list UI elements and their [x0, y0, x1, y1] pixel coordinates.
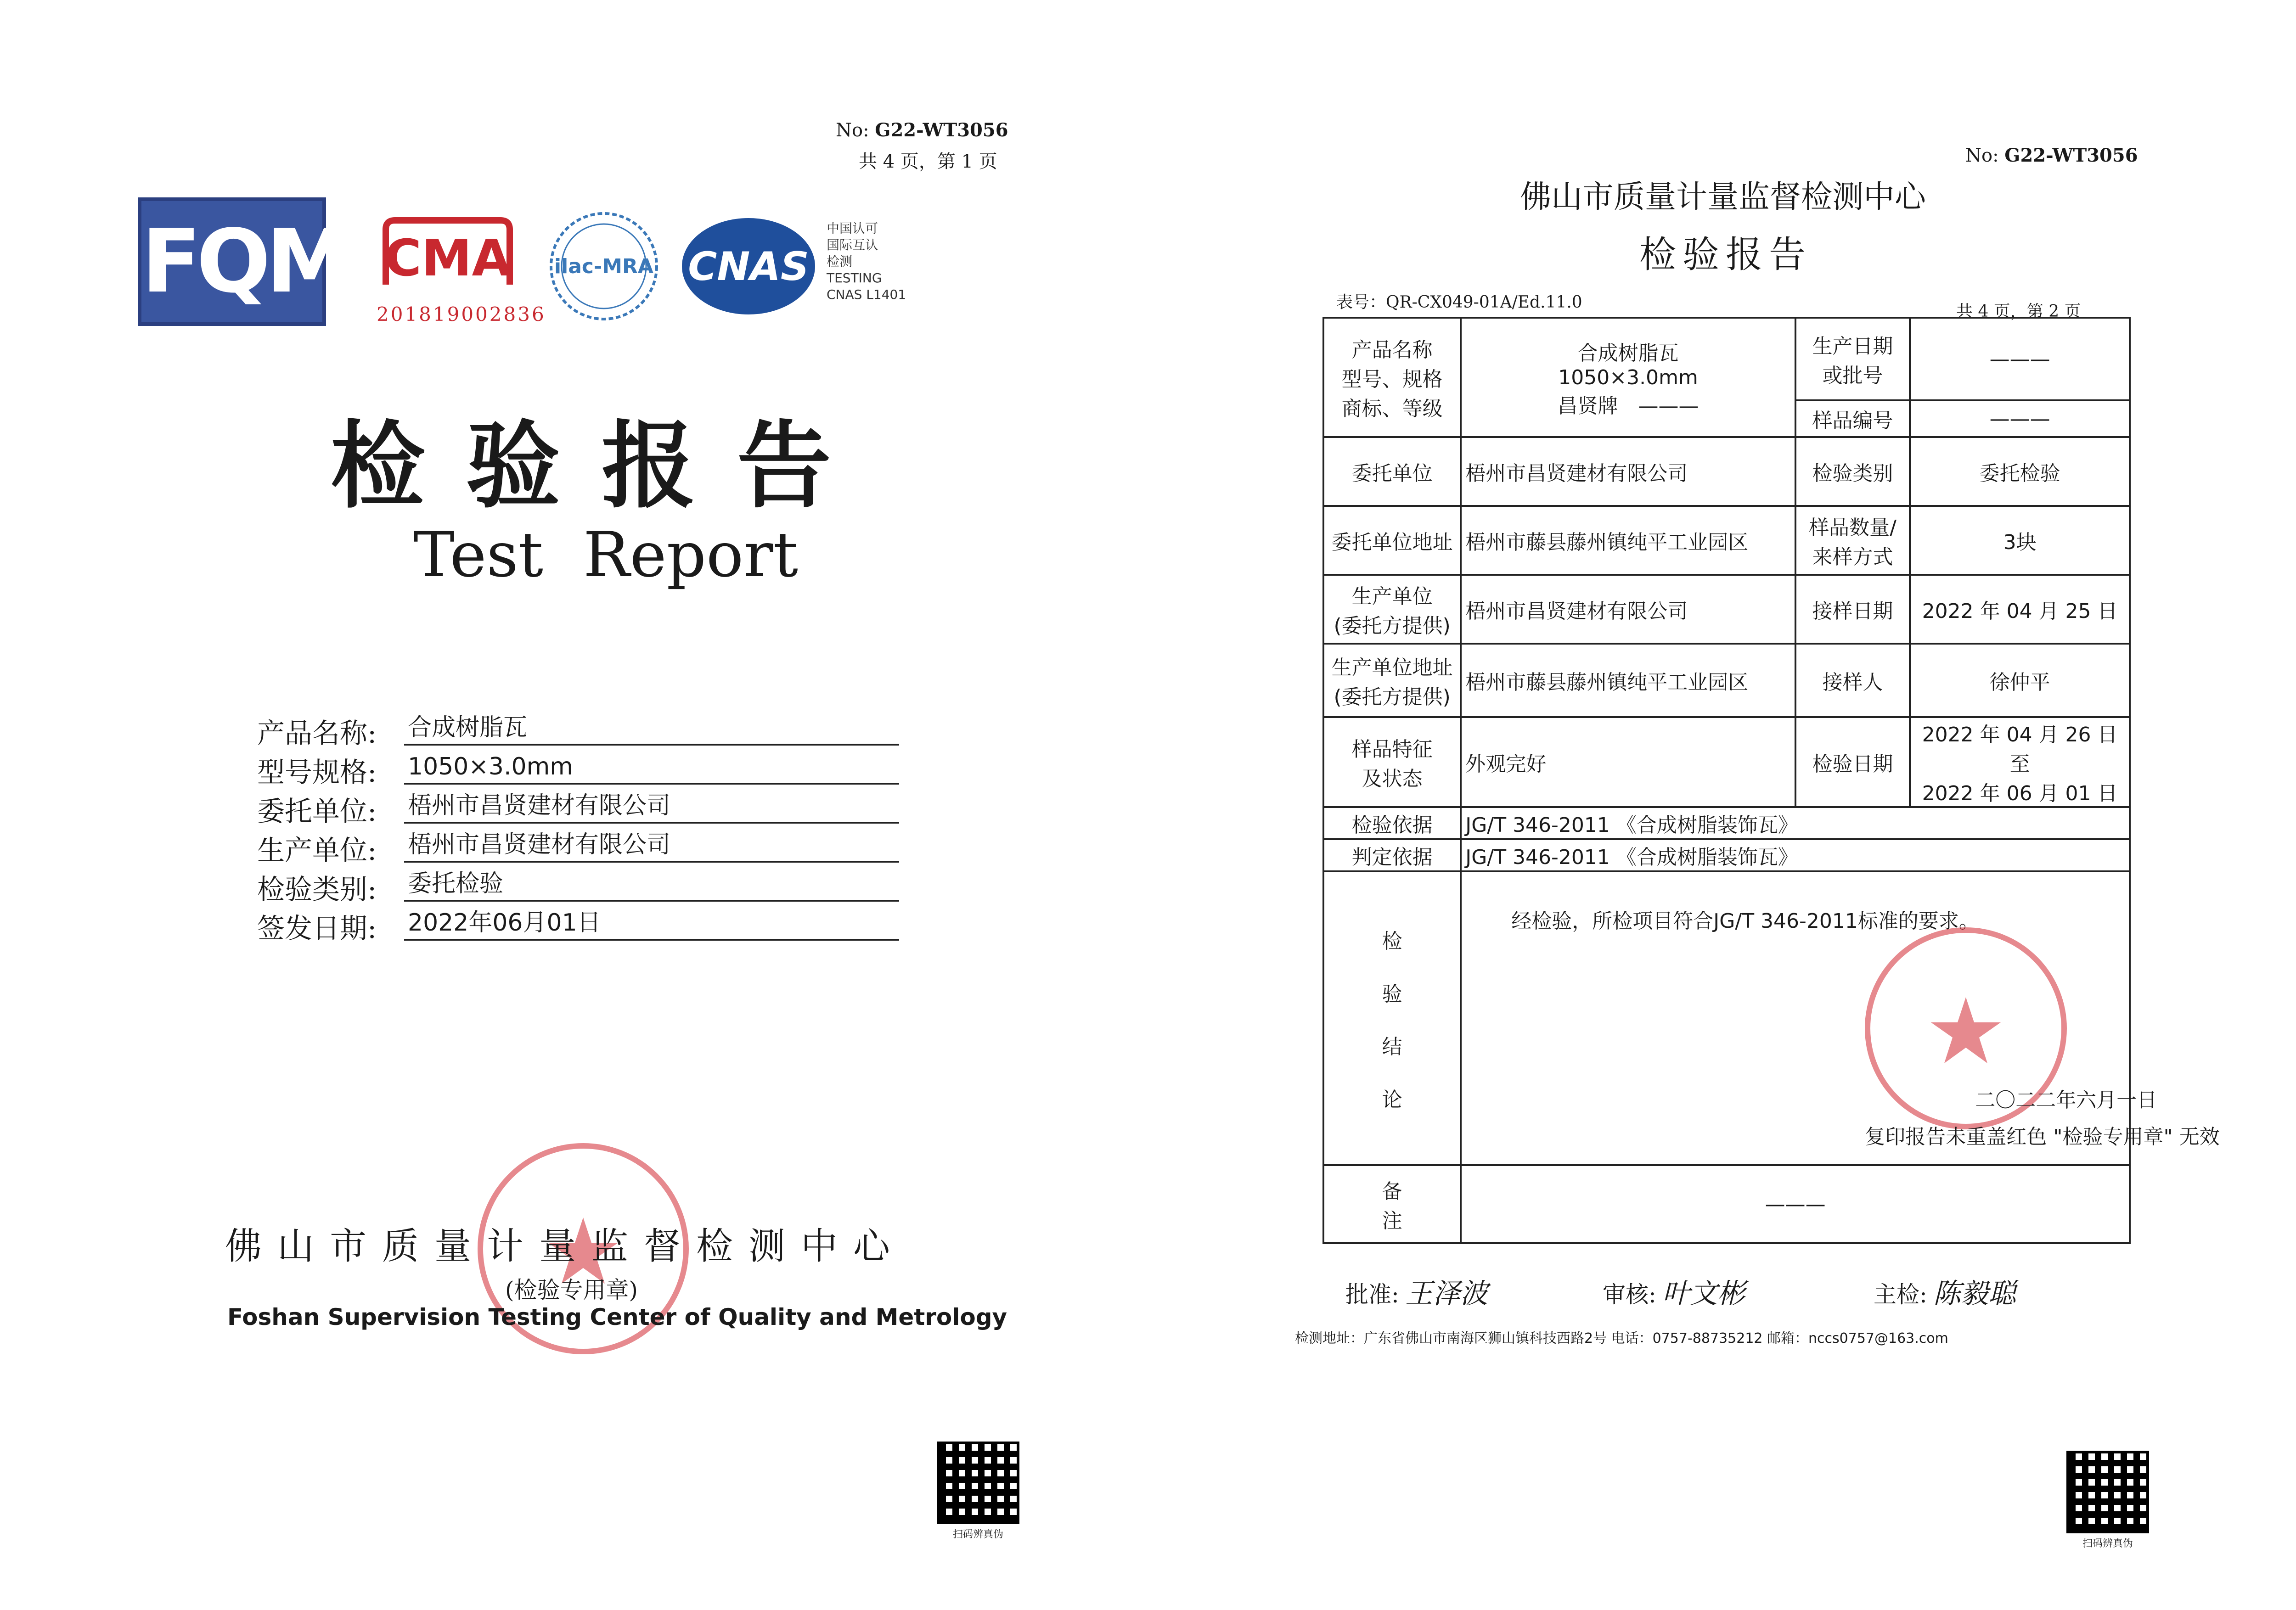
sample-info-table — [1322, 317, 2220, 1244]
qr-code[interactable] — [2066, 1451, 2149, 1533]
table-row — [1323, 575, 2130, 644]
cma-logo — [377, 216, 519, 298]
category-value: 委托检验 — [1910, 437, 2130, 506]
test-signature: 陈毅聪 — [1933, 1278, 2016, 1310]
qr-caption: 扫码辨真伪 — [952, 1529, 1003, 1540]
cover-field — [257, 712, 528, 751]
cover-field-value: 梧州市昌贤建材有限公司 — [404, 790, 899, 824]
cover-field-value: 1050×3.0mm — [404, 751, 899, 785]
product-label: 产品名称 型号、规格 商标、等级 — [1323, 318, 1461, 437]
lab-address: 检测地址：广东省佛山市南海区狮山镇科技西路2号 电话：0757-88735212 邮箱：nccs0757@163.com — [1295, 1330, 1948, 1346]
table-row — [1323, 318, 2130, 400]
cover-field-label: 委托单位: — [257, 796, 377, 828]
table-row — [1323, 717, 2130, 807]
client-addr-label: 委托单位地址 — [1323, 506, 1461, 575]
report-title-en-2: Report — [583, 519, 799, 591]
report-number-value: G22-WT3056 — [2004, 145, 2138, 166]
report-title-cn: 检验报告 — [331, 411, 872, 521]
cover-field — [257, 751, 573, 790]
report-cover-page — [0, 0, 1120, 1610]
qr-code[interactable] — [937, 1442, 1019, 1524]
report-number-label: No: — [1965, 145, 1999, 166]
report-number-value: G22-WT3056 — [875, 119, 1008, 141]
test-date-value: 2022 年 04 月 26 日至 2022 年 06 月 01 日 — [1910, 717, 2130, 807]
cnas-caption-line: TESTING — [827, 270, 882, 286]
remark-value: ——— — [1461, 1165, 2130, 1243]
sample-no-label: 样品编号 — [1795, 400, 1910, 437]
recv-date-label: 接样日期 — [1795, 575, 1910, 644]
table-row — [1323, 644, 2130, 717]
approve-label: 批准: — [1345, 1281, 1399, 1308]
cnas-logo — [680, 216, 817, 317]
cover-field-value: 梧州市昌贤建材有限公司 — [404, 829, 899, 863]
prod-date-value: ——— — [1910, 318, 2130, 400]
cover-field-value: 2022年06月01日 — [404, 907, 899, 941]
ilac-logo-text: ilac-MRA — [554, 255, 653, 278]
producer-addr-value: 梧州市藤县藤州镇纯平工业园区 — [1461, 644, 1795, 717]
review-signature: 叶文彬 — [1662, 1278, 1745, 1310]
sample-no-value: ——— — [1910, 400, 2130, 437]
page-info: 共 4 页，第 1 页 — [859, 151, 997, 172]
client-label: 委托单位 — [1323, 437, 1461, 506]
cover-field-label: 型号规格: — [257, 757, 377, 789]
report-number-label: No: — [836, 120, 869, 141]
cover-field-label: 生产单位: — [257, 835, 377, 867]
basis-label: 检验依据 — [1323, 807, 1461, 839]
judge-label: 判定依据 — [1323, 839, 1461, 871]
table-row — [1323, 839, 2130, 871]
judge-value: JG/T 346-2011 《合成树脂装饰瓦》 — [1461, 839, 2130, 871]
report-number — [836, 119, 1008, 141]
state-value: 外观完好 — [1461, 717, 1795, 807]
cover-field-value: 合成树脂瓦 — [404, 712, 899, 746]
product-value: 合成树脂瓦 1050×3.0mm 昌贤牌 ——— — [1461, 318, 1795, 437]
cover-field — [257, 790, 671, 829]
conclusion-date: 二〇二二年六月一日 — [1975, 1088, 2157, 1112]
issuing-org-en: Foshan Supervision Testing Center of Quality and Metrology — [227, 1304, 1007, 1330]
test-date-label: 检验日期 — [1795, 717, 1910, 807]
state-label: 样品特征 及状态 — [1323, 717, 1461, 807]
producer-addr-label: 生产单位地址 (委托方提供) — [1323, 644, 1461, 717]
client-addr-value: 梧州市藤县藤州镇纯平工业园区 — [1461, 506, 1795, 575]
cover-field — [257, 829, 671, 868]
conclusion-cell — [1461, 871, 2220, 1165]
cma-logo-text: CMA — [384, 229, 511, 287]
table-row — [1323, 1165, 2130, 1243]
cnas-caption-line: 国际互认 — [827, 237, 878, 252]
table-row — [1323, 437, 2130, 506]
seal-note: (检验专用章) — [505, 1277, 638, 1303]
remark-label: 备 注 — [1323, 1165, 1461, 1243]
cover-field — [257, 907, 601, 946]
conclusion-note: 复印报告未重盖红色 "检验专用章" 无效 — [1865, 1125, 2220, 1149]
cnas-caption-line: CNAS L1401 — [827, 287, 906, 302]
report-number — [1965, 145, 2138, 166]
cnas-caption-line: 检测 — [827, 254, 853, 269]
page-title: 检验报告 — [1639, 233, 1812, 276]
cover-field-label: 签发日期: — [257, 913, 377, 945]
cnas-caption — [827, 220, 906, 303]
form-number: 表号：QR-CX049-01A/Ed.11.0 — [1336, 293, 1582, 312]
cnas-logo-text: CNAS — [688, 244, 809, 290]
report-info-page — [1139, 0, 2278, 1610]
qr-caption: 扫码辨真伪 — [2082, 1538, 2133, 1549]
conclusion-area — [1465, 872, 2220, 1157]
producer-value: 梧州市昌贤建材有限公司 — [1461, 575, 1795, 644]
recv-date-value: 2022 年 04 月 25 日 — [1910, 575, 2130, 644]
cover-field-label: 产品名称: — [257, 718, 377, 750]
category-label: 检验类别 — [1795, 437, 1910, 506]
cover-field-value: 委托检验 — [404, 868, 899, 902]
issuing-org-cn: 佛山市质量计量监督检测中心 — [225, 1225, 906, 1268]
table-row — [1323, 807, 2130, 839]
cnas-caption-line: 中国认可 — [827, 221, 878, 236]
fqm-logo: FQM — [138, 197, 326, 326]
ilac-logo — [546, 209, 661, 324]
review-label: 审核: — [1603, 1281, 1656, 1308]
cover-field — [257, 868, 504, 907]
basis-value: JG/T 346-2011 《合成树脂装饰瓦》 — [1461, 807, 2130, 839]
cma-number: 201819002836 — [377, 303, 546, 325]
receiver-value: 徐仲平 — [1910, 644, 2130, 717]
table-row — [1323, 506, 2130, 575]
issuing-org: 佛山市质量计量监督检测中心 — [1520, 179, 1926, 215]
page-info: 共 4 页，第 2 页 — [1956, 302, 2081, 321]
prod-date-label: 生产日期 或批号 — [1795, 318, 1910, 400]
conclusion-text: 经检验，所检项目符合JG/T 346-2011标准的要求。 — [1511, 909, 1979, 933]
table-row — [1323, 871, 2130, 1165]
report-title-en-1: Test — [413, 519, 543, 591]
client-value: 梧州市昌贤建材有限公司 — [1461, 437, 1795, 506]
conclusion-label: 检 验 结 论 — [1323, 871, 1461, 1165]
qty-label: 样品数量/ 来样方式 — [1795, 506, 1910, 575]
qty-value: 3块 — [1910, 506, 2130, 575]
receiver-label: 接样人 — [1795, 644, 1910, 717]
approve-signature: 王泽波 — [1405, 1278, 1488, 1310]
cover-field-list — [257, 712, 671, 946]
producer-label: 生产单位 (委托方提供) — [1323, 575, 1461, 644]
test-label: 主检: — [1874, 1281, 1927, 1308]
cover-field-label: 检验类别: — [257, 874, 377, 906]
